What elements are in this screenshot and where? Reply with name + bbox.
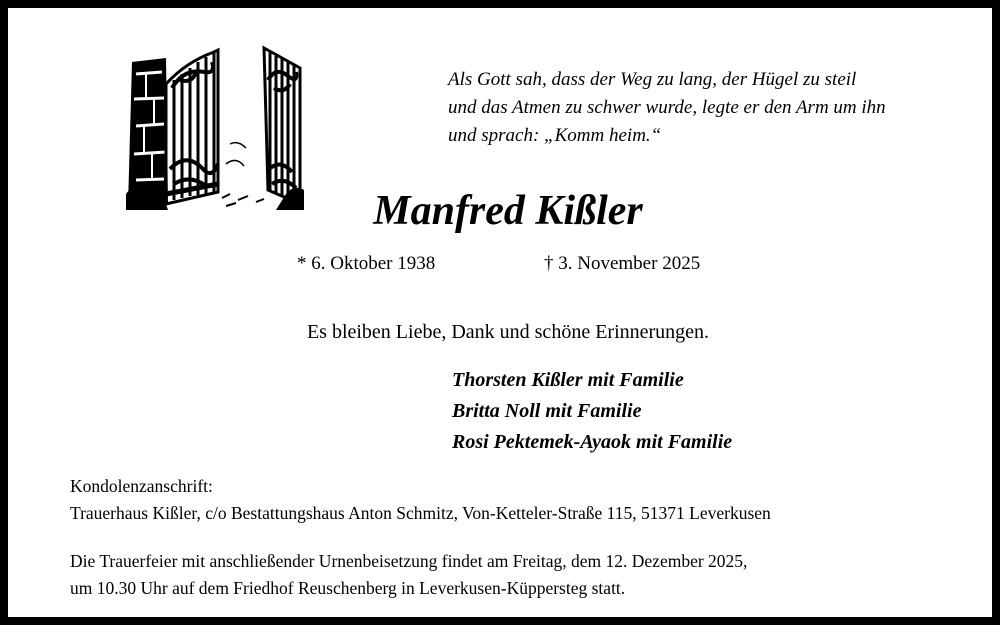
verse-line-3: und sprach: „Komm heim.“ bbox=[448, 125, 662, 146]
verse-quote bbox=[448, 66, 928, 150]
funeral-info bbox=[70, 548, 747, 602]
funeral-line-2: um 10.30 Uhr auf dem Friedhof Reuschenberg in Leverkusen-Küppersteg statt. bbox=[70, 578, 626, 598]
funeral-line-1: Die Trauerfeier mit anschließender Urnenbeisetzung findet am Freitag, dem 12. Dezember 2025, bbox=[70, 551, 748, 571]
mourner-item: Britta Noll mit Familie bbox=[452, 400, 642, 422]
verse-line-2: und das Atmen zu schwer wurde, legte er den Arm um ihn bbox=[448, 97, 886, 118]
verse-line-1: Als Gott sah, dass der Weg zu lang, der Hügel zu steil bbox=[448, 69, 857, 90]
mourners-list bbox=[452, 365, 732, 458]
condolence-address-block bbox=[70, 473, 771, 527]
birth-date: * 6. Oktober 1938 bbox=[297, 253, 436, 274]
closing-line: Es bleiben Liebe, Dank und schöne Erinnerungen. bbox=[306, 321, 710, 343]
mourner-item: Rosi Pektemek-Ayaok mit Familie bbox=[452, 431, 733, 453]
condolence-address: Trauerhaus Kißler, c/o Bestattungshaus Anton Schmitz, Von-Ketteler-Straße 115, 51371 Leverkusen bbox=[70, 503, 771, 523]
death-date: † 3. November 2025 bbox=[544, 253, 701, 274]
condolence-label: Kondolenzanschrift: bbox=[70, 476, 213, 496]
mourner-item: Thorsten Kißler mit Familie bbox=[452, 369, 684, 391]
deceased-name: Manfred Kißler bbox=[373, 188, 643, 234]
